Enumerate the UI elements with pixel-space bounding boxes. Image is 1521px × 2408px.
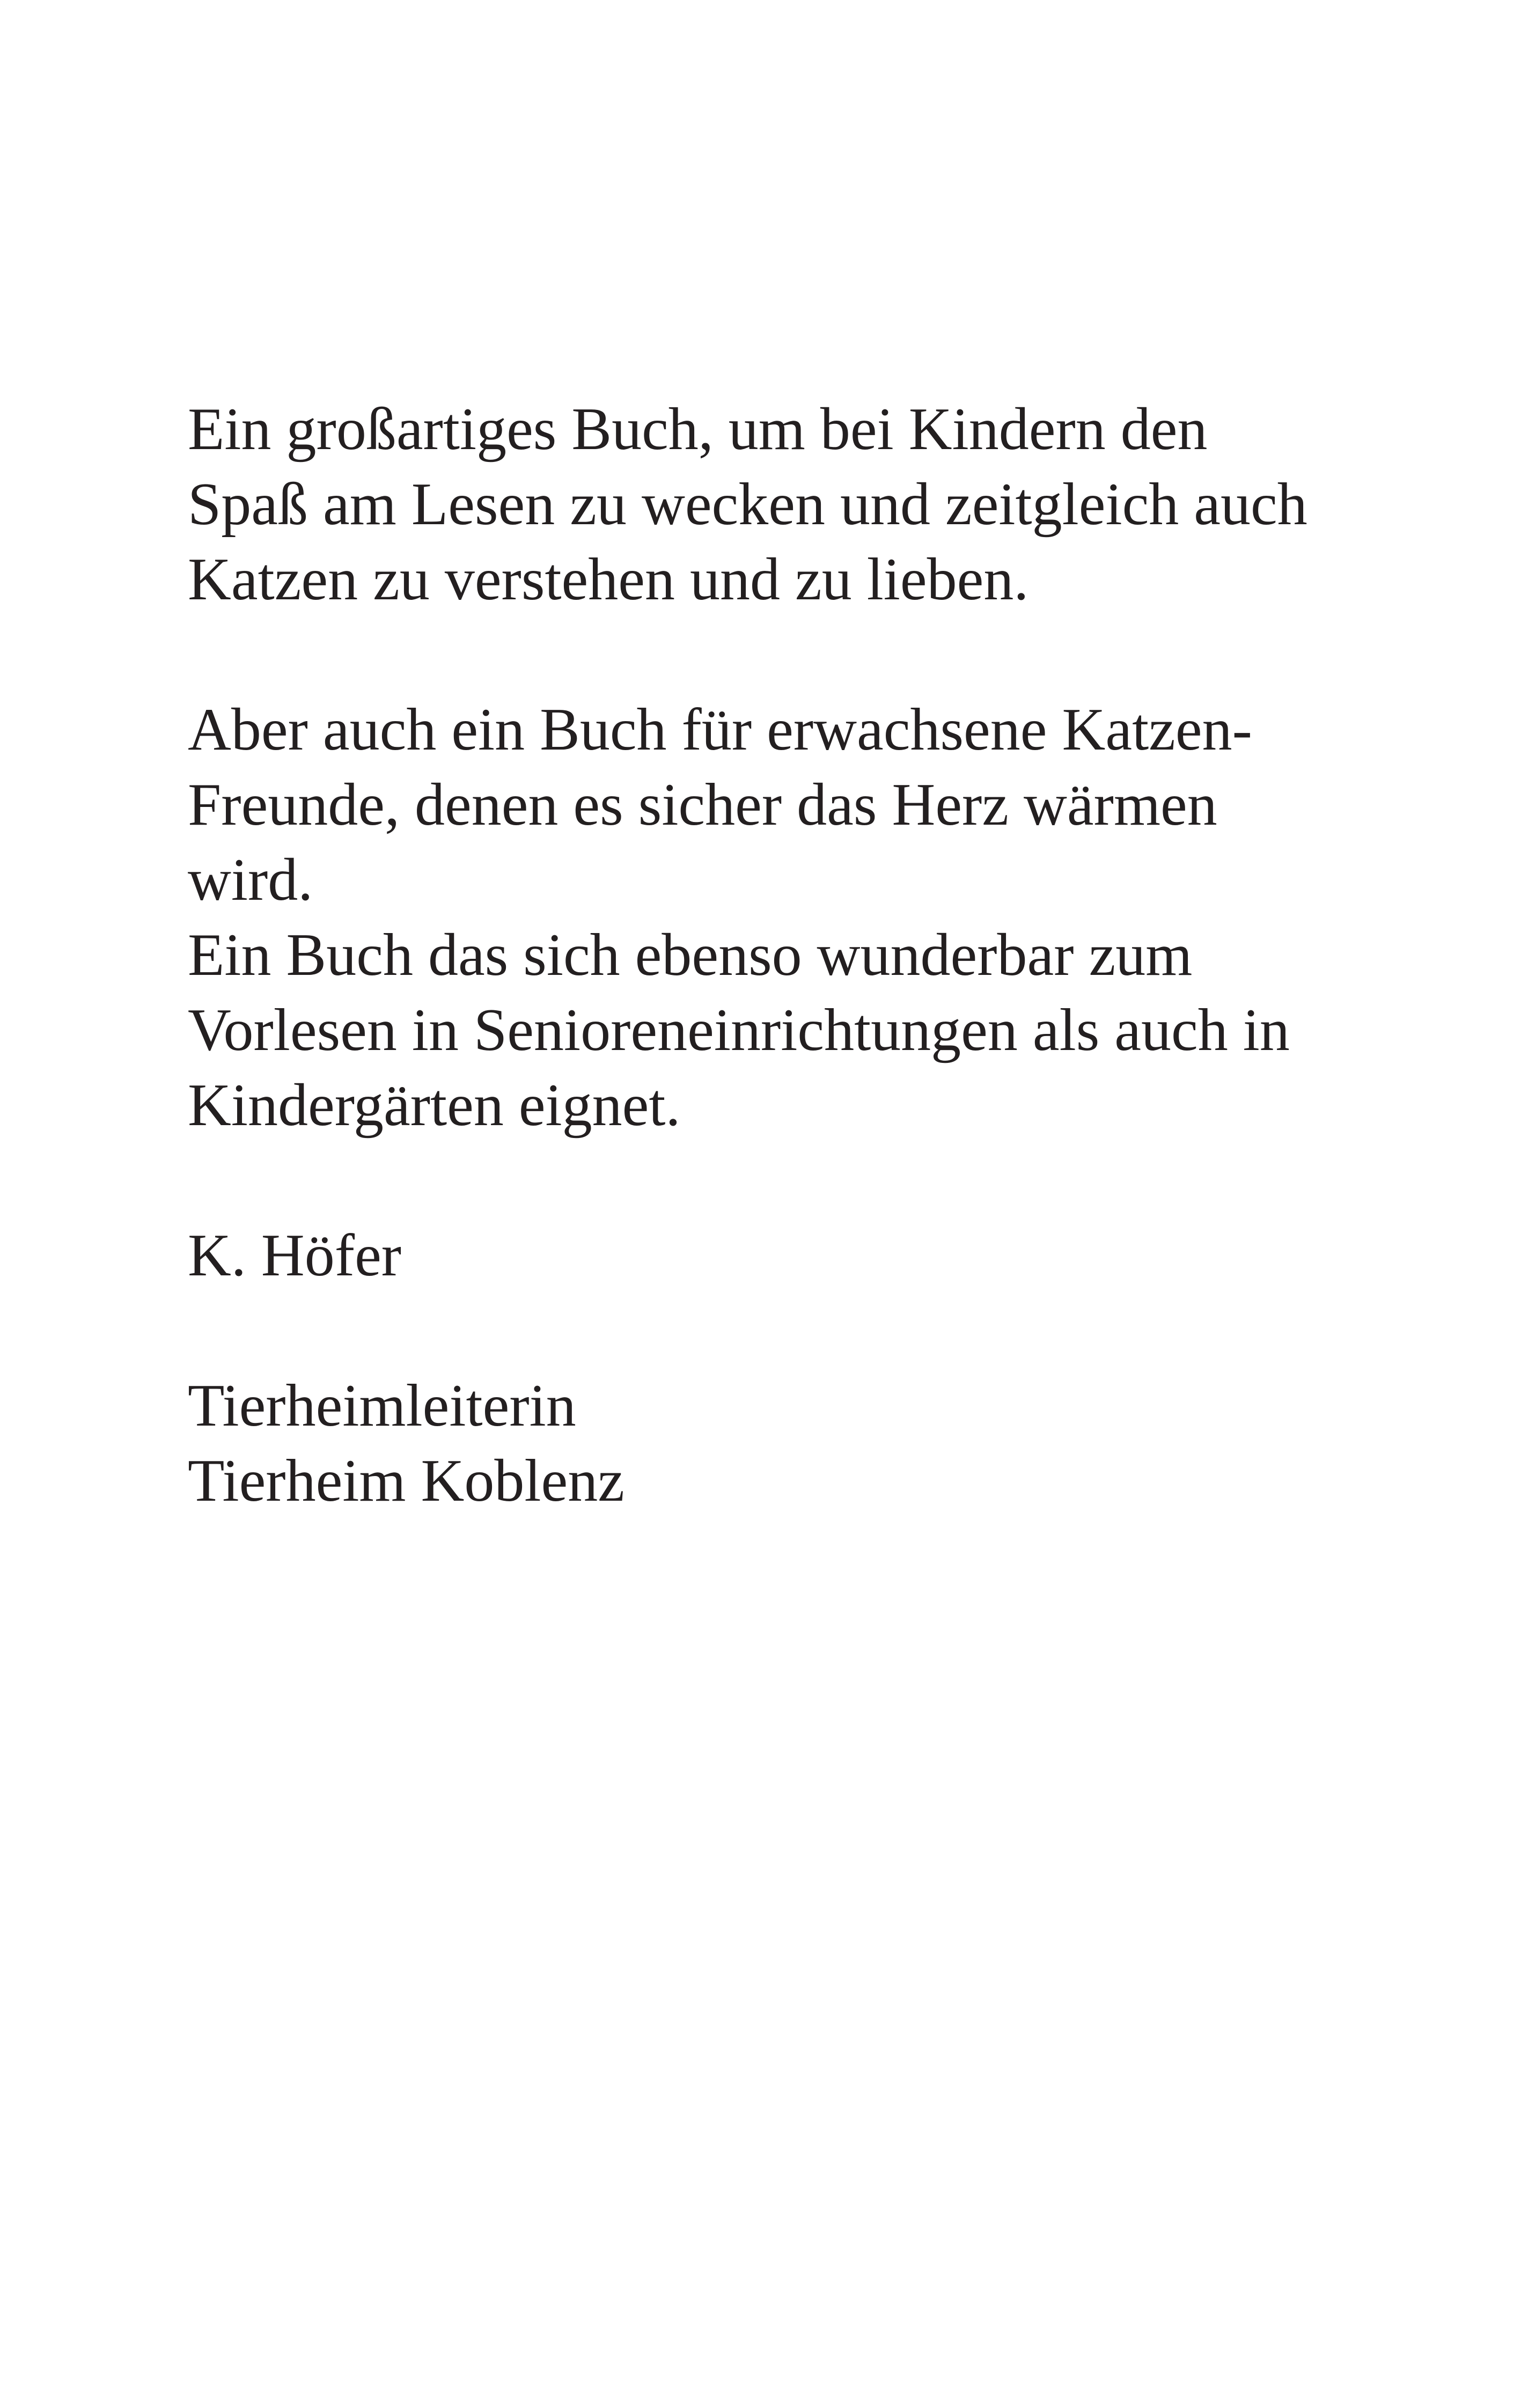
text-line: Vorlesen in Senioreneinrichtungen als auch in — [188, 997, 1290, 1063]
author-role — [188, 1368, 1368, 1518]
review-text — [188, 392, 1368, 1518]
author-organization: Tierheim Koblenz — [188, 1448, 624, 1514]
author-name: K. Höfer — [188, 1222, 402, 1289]
paragraph-spacer — [188, 1143, 1368, 1218]
text-line: Freunde, denen es sicher das Herz wärmen — [188, 772, 1217, 838]
text-line: Ein Buch das sich ebenso wunderbar zum — [188, 922, 1193, 988]
paragraph-spacer — [188, 1293, 1368, 1368]
review-paragraph-1 — [188, 392, 1368, 617]
text-line: Aber auch ein Buch für erwachsene Katzen- — [188, 696, 1252, 763]
text-line: Kindergärten eignet. — [188, 1072, 681, 1139]
paragraph-spacer — [188, 617, 1368, 692]
text-line: Spaß am Lesen zu wecken und zeitgleich auch — [188, 471, 1307, 538]
text-line: Katzen zu verstehen und zu lieben. — [188, 546, 1029, 613]
author-title: Tierheimleiterin — [188, 1372, 576, 1439]
text-line: wird. — [188, 847, 313, 913]
review-paragraph-2 — [188, 692, 1368, 1143]
text-line: Ein großartiges Buch, um bei Kindern den — [188, 396, 1208, 462]
